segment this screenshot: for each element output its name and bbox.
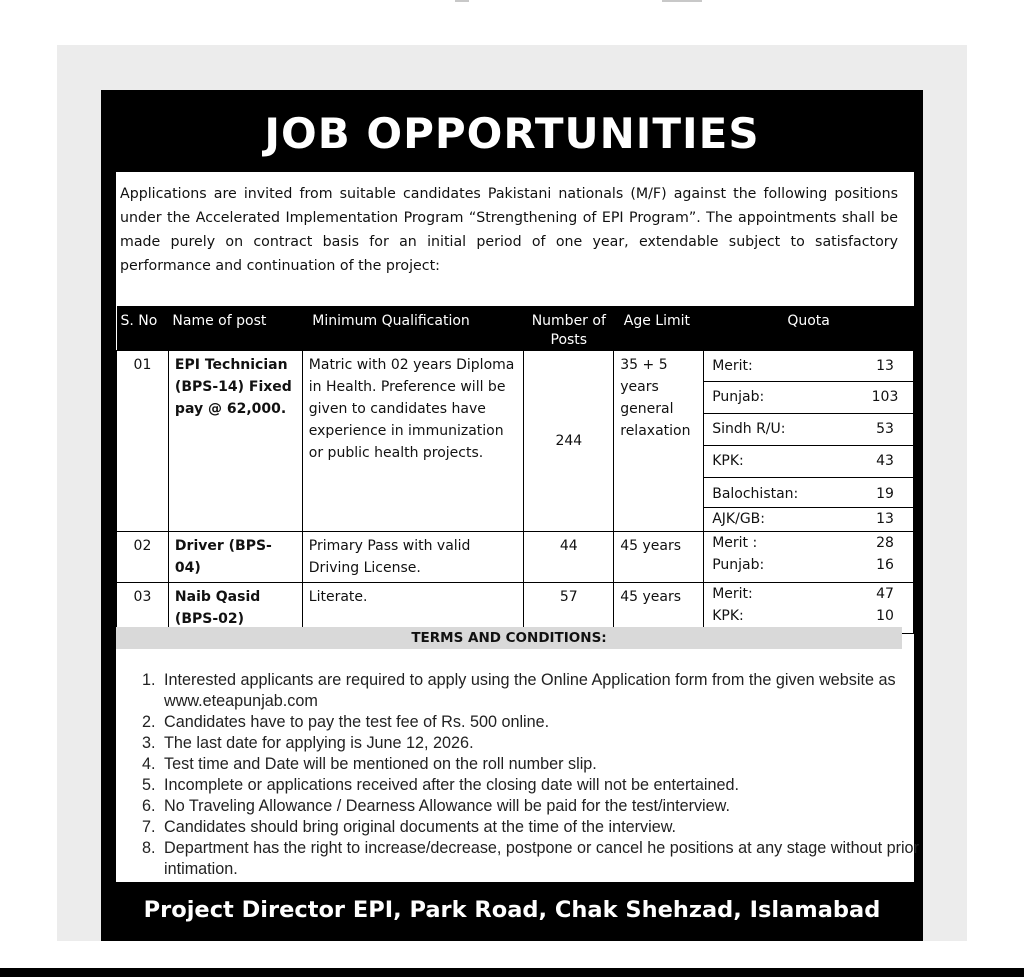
header-quota: Quota <box>704 306 914 351</box>
quota-item <box>704 446 913 478</box>
row-qualification: Literate. <box>302 583 524 634</box>
job-advertisement <box>101 90 923 941</box>
list-item: 1. Interested applicants are required to apply using the Online Application form from the given website as www.eteapunjab.com <box>160 670 940 712</box>
quota-item <box>704 554 913 576</box>
quota-region: Merit: <box>712 358 753 374</box>
quota-count: 19 <box>876 486 894 502</box>
list-item: 7. Candidates should bring original documents at the time of the interview. <box>160 817 940 838</box>
quota-region: Sindh R/U: <box>712 421 786 437</box>
quota-list <box>704 351 913 531</box>
row-qualification: Primary Pass with valid Driving License. <box>302 532 524 583</box>
terms-heading: TERMS AND CONDITIONS: <box>116 627 902 649</box>
row-quota <box>704 583 914 634</box>
row-sno: 02 <box>117 532 169 583</box>
table-row <box>117 532 914 583</box>
quota-count: 53 <box>876 421 894 437</box>
bottom-edge-bar <box>0 968 1024 977</box>
row-posts: 57 <box>524 583 614 634</box>
quota-item <box>704 508 913 531</box>
quota-region: Punjab: <box>712 557 765 573</box>
quota-item <box>704 583 913 605</box>
row-age: 45 years <box>614 532 704 583</box>
quota-item <box>704 478 913 508</box>
quota-item <box>704 605 913 627</box>
row-age: 35 + 5 years general relaxation <box>614 351 704 532</box>
quota-count: 13 <box>876 511 894 527</box>
advert-footer: Project Director EPI, Park Road, Chak Shehzad, Islamabad <box>143 897 881 923</box>
row-post: Driver (BPS-04) <box>168 532 302 583</box>
header-posts: Number of Posts <box>524 306 614 351</box>
list-item: 6. No Traveling Allowance / Dearness Allowance will be paid for the test/interview. <box>160 796 940 817</box>
terms-list <box>128 670 940 880</box>
quota-region: AJK/GB: <box>712 511 765 527</box>
advert-title: JOB OPPORTUNITIES <box>264 109 760 158</box>
list-item: 8. Department has the right to increase/decrease, postpone or cancel he positions at any stage without prior intimation. <box>160 838 940 880</box>
row-sno: 03 <box>117 583 169 634</box>
quota-region: Merit : <box>712 535 758 551</box>
quota-region: Punjab: <box>712 389 765 405</box>
quota-item <box>704 532 913 554</box>
header-post: Name of post <box>168 306 302 351</box>
quota-item <box>704 351 913 382</box>
row-post: Naib Qasid (BPS-02) <box>168 583 302 634</box>
header-sno: S. No <box>117 306 169 351</box>
positions-table <box>116 306 914 634</box>
quota-item <box>704 414 913 446</box>
quota-count: 103 <box>871 389 899 405</box>
table-row <box>117 351 914 532</box>
header-qualification: Minimum Qualification <box>302 306 524 351</box>
quota-item <box>704 382 913 414</box>
advert-body <box>116 172 919 882</box>
quota-count: 10 <box>876 608 894 624</box>
list-item: 3. The last date for applying is June 12, 2026. <box>160 733 940 754</box>
quota-count: 43 <box>876 453 894 469</box>
row-posts: 244 <box>524 351 614 532</box>
row-quota <box>704 351 914 532</box>
intro-paragraph: Applications are invited from suitable candidates Pakistani nationals (M/F) against the following positions under the Accelerated Implementation Program “Strengthening of EPI Program”. The appointments shall be made purely on contract basis for an initial period of one year, extendable subject to satisfactory performance and continuation of the project: <box>120 186 898 274</box>
header-age: Age Limit <box>614 306 704 351</box>
quota-region: Merit: <box>712 586 753 602</box>
list-item: 5. Incomplete or applications received after the closing date will not be entertained. <box>160 775 940 796</box>
row-sno: 01 <box>117 351 169 532</box>
quota-region: KPK: <box>712 453 744 469</box>
quota-region: KPK: <box>712 608 744 624</box>
quota-count: 13 <box>876 358 894 374</box>
quota-count: 28 <box>876 535 894 551</box>
row-qualification: Matric with 02 years Diploma in Health. Preference will be given to candidates have experience in immunization or public health projects. <box>302 351 524 532</box>
list-item: 2. Candidates have to pay the test fee of Rs. 500 online. <box>160 712 940 733</box>
quota-region: Balochistan: <box>712 486 799 502</box>
quota-count: 47 <box>876 586 894 602</box>
table-header-row <box>117 306 914 351</box>
list-item: 4. Test time and Date will be mentioned on the roll number slip. <box>160 754 940 775</box>
row-post: EPI Technician (BPS-14) Fixed pay @ 62,000. <box>168 351 302 532</box>
row-posts: 44 <box>524 532 614 583</box>
table-row <box>117 583 914 634</box>
row-quota <box>704 532 914 583</box>
quota-count: 16 <box>876 557 894 573</box>
top-edge-marks <box>0 0 1024 6</box>
row-age: 45 years <box>614 583 704 634</box>
